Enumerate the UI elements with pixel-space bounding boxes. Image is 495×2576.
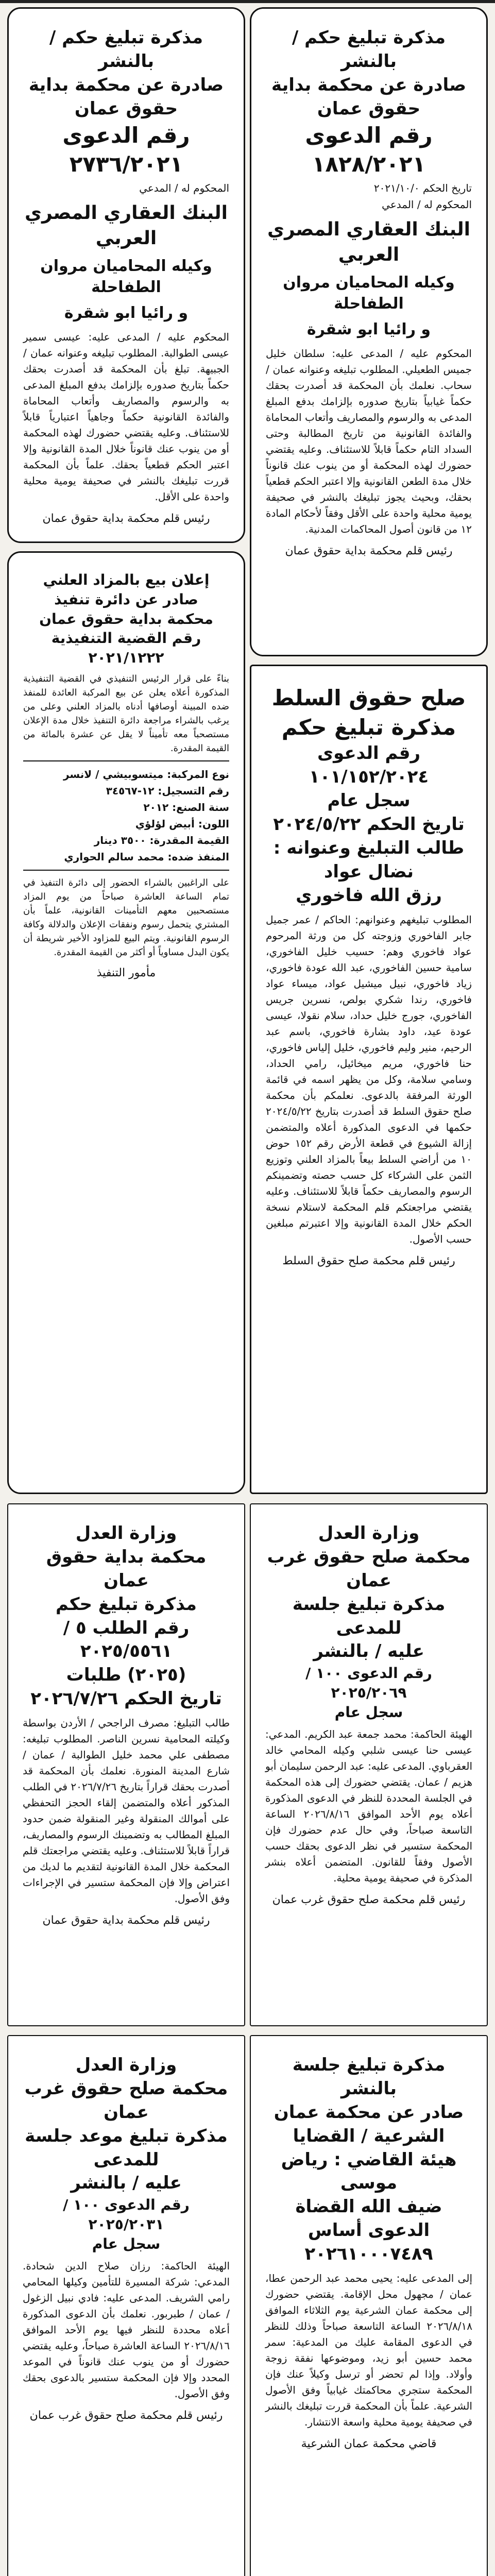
- court-notice-b: [7, 7, 245, 543]
- case-basis-label: الدعوى أساس: [308, 2220, 430, 2241]
- salt-court-notice: [250, 665, 488, 1494]
- judgment-date: تاريخ الحكم ٢٠٢٦/٧/٢٦: [30, 1688, 222, 1709]
- judgment-date: تاريخ الحكم ٢٠٢١/١٠/٠: [373, 181, 472, 194]
- notice-court: صادرة عن محكمة بداية حقوق عمان: [28, 74, 224, 119]
- notice-body: الهيئة الحاكمة: رزان صلاح الدين شحادة. المدعي: شركة المسيرة للتأمين وكيلها المحامي رامي الشريف. المدعى عليه: فادي نبيل الزغول / عمان / طبربور. نعلمك بأن الدعوى المذكورة أعلاه محددة للنظر فيها يوم الأحد الموافق ٢٠٢٦/٨/١٦ الساعة العاشرة صباحاً، وعليه يقتضي حضورك أو من ينوب عنك قانوناً في الموعد المحدد وإلا فإن المحكمة ستسير بالدعوى بحقك وفق الأصول.: [23, 2259, 230, 2400]
- register-label: سجل عام: [334, 1703, 403, 1721]
- plaintiff-lawyer: وكيله المحاميان مروان الطفاحلة: [40, 257, 212, 296]
- item-line: رقم التسجيل: ١٢-٣٤٥٦٧: [106, 784, 229, 797]
- notice-body: الهيئة الحاكمة: محمد جمعة عبد الكريم. المدعي: عيسى حنا عيسى شلبي وكيله المحامي خالد العقرباوي. المدعى عليه: عبد الرحمن سليمان أبو هزيم / عمان. يقتضي حضورك إلى هذه المحكمة في الجلسة المحددة للنظر في الدعوى المذكورة أعلاه يوم الأحد الموافق ٢٠٢٦/٨/١٦ الساعة التاسعة صباحاً، وفي حال عدم حضورك فإن المحكمة ستسير في نظر الدعوى بحقك حسب الأصول وفقاً للقانون. المتضمن أعلاه بنشر المذكرة في صحيفة يومية محلية.: [265, 1727, 472, 1884]
- item-line: سنة الصنع: ٢٠١٢: [143, 801, 229, 814]
- notice-court-2: الشرعية / القضايا: [293, 2125, 445, 2146]
- requester-line: طالب التبليغ وعنوانه : نضال عواد: [273, 837, 465, 882]
- case-number: رقم الدعوى ١٨٢٨/٢٠٢١: [305, 122, 433, 177]
- plaintiff-lawyer-2: و رائيا ابو شقرة: [64, 304, 189, 323]
- divider: [23, 760, 229, 761]
- register-label: (٢٠٢٥) طلبات: [66, 1665, 186, 1686]
- requester-name: رزق الله فاخوري: [296, 885, 442, 906]
- court-notice-a: [250, 7, 488, 656]
- notice-header: مذكرة تبليغ حكم: [281, 714, 456, 740]
- notice-signature: رئيس قلم محكمة صلح حقوق السلط: [282, 1254, 455, 1267]
- item-line: اللون: أبيض لؤلؤي: [135, 817, 229, 830]
- notice-header: مذكرة تبليغ حكم / بالنشر: [292, 27, 446, 72]
- notice-header: مذكرة تبليغ جلسة بالنشر: [292, 2055, 446, 2099]
- notice-header-2: عليه / بالنشر: [313, 1641, 424, 1662]
- plaintiff-name: البنك العقاري المصري العربي: [24, 202, 228, 249]
- notice-header: مذكرة تبليغ حكم / بالنشر: [49, 27, 203, 72]
- notice-signature: مأمور التنفيذ: [96, 966, 156, 979]
- notice-body: بناءً على قرار الرئيس التنفيذي في القضية التنفيذية المذكورة أعلاه يعلن عن بيع المركبة العائدة للمنفذ ضده المبينة أوصافها أدناه بالمزاد العلني وعلى من يرغب بالشراء مراجعة دائرة التنفيذ خلال مدة الإعلان مستصحباً معه تأميناً لا يقل عن عشرة بالمائة من القيمة المقدرة.: [23, 673, 229, 754]
- register-label: سجل عام: [327, 790, 411, 811]
- item-line: المنفذ ضده: محمد سالم الحواري: [64, 850, 229, 863]
- case-number: ٢٠٢٦١٠٠٠٧٤٨٩: [304, 2244, 433, 2265]
- ministry-header: وزارة العدل: [318, 1523, 420, 1544]
- ministry-header: وزارة العدل: [75, 2055, 177, 2075]
- notice-header: مذكرة تبليغ موعد جلسة للمدعى: [25, 2125, 228, 2170]
- notice-court: محكمة صلح حقوق غرب عمان: [267, 1546, 471, 1591]
- notice-body: المطلوب تبليغهم وعنوانهم: الحاكم / عمر جميل جابر الفاخوري وزوجته كل من ورثة المرحوم عواد فاخوري وهم: حسيب خليل الفاخوري، سامية حسين الفاخوري، عبد الله عودة فاخوري، زياد فاخوري، نبيل ميشيل عواد، ميساء عواد فاخوري، رندا شكري بولص، نسرين جريس الفاخوري، جورج خليل حداد، سلام نقولا، عيسى عودة عيد، داود بشارة فاخوري، باسم عبد الرحيم، منير وليم فاخوري، خليل إلياس فاخوري، حنا فاخوري، مريم ميخائيل، رامي الحداد، وسامي سلامة، وكل من يظهر اسمه في قائمة الورثة المرفقة بالدعوى. نعلمكم بأن محكمة صلح حقوق السلط قد أصدرت بتاريخ ٢٠٢٤/٥/٢٢ حكمها في الدعوى المذكورة أعلاه والمتضمن إزالة الشيوع في قطعة الأرض رقم ١٥٢ حوض ١٠ من أراضي السلط بيعاً بالمزاد العلني وتوزيع الثمن على الشركاء كل حسب حصته وتضمينكم الرسوم والمصاريف حكماً قابلاً للاستئناف. وعليه يقتضي مراجعتكم قلم المحكمة لاستلام نسخة الحكم خلال المدة القانونية وإلا اعتبرتم مبلغين حسب الأصول.: [266, 913, 472, 1245]
- plaintiff-lawyer: وكيله المحاميان مروان الطفاحلة: [283, 274, 455, 313]
- notice-court: محكمة بداية حقوق عمان: [46, 1546, 207, 1591]
- plaintiff-name: البنك العقاري المصري العربي: [267, 218, 470, 265]
- plaintiff-lawyer-2: و رائيا ابو شقرة: [306, 320, 431, 339]
- case-number: رقم القضية التنفيذية ٢٠٢١/١٢٢٢: [51, 630, 201, 667]
- ministry-notice-g: [7, 2035, 245, 2576]
- notice-signature: رئيس قلم محكمة بداية حقوق عمان: [285, 544, 453, 557]
- case-number: رقم الدعوى ١٠٠ / ٢٠٢٥/٢٠٣١: [63, 2196, 190, 2233]
- notice-body-2: على الراغبين بالشراء الحضور إلى دائرة التنفيذ في تمام الساعة العاشرة صباحاً من يوم المزاد مستصحبين معهم التأمينات القانونية، علماً بأن المشتري يتحمل رسوم ونفقات الإعلان والدلالة وكافة الرسوم القانونية. ويتم البيع للمزاود الأخير شريطة أن يكون البدل مساوياً أو أكثر من القيمة المقدرة.: [23, 877, 229, 958]
- notice-header: مذكرة تبليغ حكم: [56, 1594, 197, 1615]
- notice-signature: رئيس قلم محكمة بداية حقوق عمان: [42, 512, 210, 525]
- top-border: [0, 0, 495, 3]
- notice-court: صادر عن محكمة عمان: [274, 2102, 464, 2123]
- notice-body: المحكوم عليه / المدعى عليه: عيسى سمير عيسى الطوالبة. المطلوب تبليغه وعنوانه عمان / الجبيهة. تبلغ بأن المحكمة قد أصدرت بحقك حكماً بتاريخ صدوره بإلزامك بدفع المبلغ المدعى به والرسوم والمصاريف وأتعاب المحاماة والفائدة القانونية حكماً وجاهياً اعتبارياً قابلاً للاستئناف. وعليه يقتضي حضورك لهذه المحكمة أو من ينوب عنك قانوناً خلال المدة القانونية وإلا اعتبر الحكم قطعياً بحقك. علماً بأن المحكمة قررت تبليغك بالنشر في صحيفة يومية محلية واحدة على الأقل.: [23, 330, 229, 503]
- plaintiff-label: المحكوم له / المدعي: [382, 198, 472, 211]
- notice-signature: رئيس قلم محكمة بداية حقوق عمان: [42, 1914, 210, 1927]
- item-line: القيمة المقدرة: ٣٥٠٠ دينار: [94, 834, 229, 846]
- notice-signature: رئيس قلم محكمة صلح حقوق غرب عمان: [272, 1893, 466, 1906]
- plaintiff-label: المحكوم له / المدعي: [139, 181, 229, 194]
- item-line: نوع المركبة: ميتسوبيشي / لانسر: [63, 768, 229, 781]
- notice-header: إعلان بيع بالمزاد العلني صادر عن دائرة تنفيذ: [43, 571, 210, 608]
- notice-court: محكمة صلح حقوق غرب عمان: [24, 2078, 228, 2123]
- notice-header-2: عليه / بالنشر: [71, 2173, 182, 2194]
- sharia-court-notice: [250, 2035, 488, 2576]
- judge-name-2: ضيف الله القضاة: [295, 2196, 442, 2217]
- notice-court: صادرة عن محكمة بداية حقوق عمان: [271, 74, 467, 119]
- divider: [23, 870, 229, 871]
- notice-signature: رئيس قلم محكمة صلح حقوق غرب عمان: [29, 2409, 223, 2422]
- ministry-notice-e: [7, 1503, 245, 2026]
- notice-signature: قاضي محكمة عمان الشرعية: [301, 2437, 437, 2451]
- case-number: رقم الطلب ٥ / ٢٠٢٥/٥٥٦١: [63, 1617, 190, 1662]
- notice-body: المحكوم عليه / المدعى عليه: سلطان خليل جميس الطعيلي. المطلوب تبليغه وعنوانه عمان / سحاب. نعلمك بأن المحكمة قد أصدرت بحقك حكماً غيابياً بتاريخ صدوره بإلزامك بدفع المبلغ المدعى به والرسوم والمصاريف وأتعاب المحاماة والفائدة القانونية من تاريخ المطالبة وحتى السداد التام حكماً قابلاً للاستئناف. وعليه يقتضي حضورك لهذه المحكمة أو من ينوب عنك قانوناً خلال مدة الطعن القانونية وإلا اعتبر الحكم قطعياً بحقك، وبحيث يجوز تبليغك بالنشر في صحيفة يومية محلية واحدة على الأقل وفقاً لأحكام المادة ١٢ من قانون أصول المحاكمات المدنية.: [266, 347, 472, 535]
- notice-header: مذكرة تبليغ جلسة للمدعى: [292, 1594, 446, 1638]
- case-number: رقم الدعوى ١٠١/١٥٢/٢٠٢٤: [309, 743, 429, 788]
- notice-court: صلح حقوق السلط: [271, 685, 466, 710]
- register-label: سجل عام: [92, 2235, 161, 2252]
- ministry-notice-f: [250, 1503, 488, 2026]
- ministry-header: وزارة العدل: [75, 1523, 177, 1544]
- case-number: رقم الدعوى ٢٧٣٦/٢٠٢١: [62, 122, 190, 177]
- notice-court: محكمة بداية حقوق عمان: [39, 610, 213, 628]
- judgment-date: تاريخ الحكم ٢٠٢٤/٥/٢٢: [273, 814, 465, 835]
- notice-body: طالب التبليغ: مصرف الراجحي / الأردن بواسطة وكيلته المحامية نسرين الناصر. المطلوب تبليغه: مصطفى علي محمد خليل الطوالبة / عمان / شارع المدينة المنورة. نعلمك بأن المحكمة قد أصدرت بحقك قراراً بتاريخ ٢٠٢٦/٧/٢٦ في الطلب المذكور أعلاه والمتضمن إلقاء الحجز التحفظي على أموالك المنقولة وغير المنقولة ضمن حدود المبلغ المطالب به وتضمينك الرسوم والمصاريف، قراراً قابلاً للاستئناف. وعليه يقتضي مراجعتك قلم المحكمة خلال المدة القانونية لتقديم ما لديك من اعتراض وإلا فإن المحكمة ستسير في الإجراءات وفق الأصول.: [23, 1717, 230, 1905]
- judge-name: هيئة القاضي : رياض موسى: [281, 2149, 457, 2194]
- case-number: رقم الدعوى ١٠٠ / ٢٠٢٥/٢٠٦٩: [305, 1665, 432, 1702]
- auction-notice: [7, 551, 245, 1494]
- notice-body: إلى المدعى عليه: يحيى محمد عبد الرحمن عطا، عمان / مجهول محل الإقامة. يقتضي حضورك إلى محكمة عمان الشرعية يوم الثلاثاء الموافق ٢٠٢٦/٨/١٨ الساعة التاسعة صباحاً وذلك للنظر في الدعوى المقامة عليك من المدعية: سمر محمد حسين أبو زيد، وموضوعها نفقة زوجة وأولاد. وإذا لم تحضر أو ترسل وكيلاً عنك فإن المحكمة ستجري محاكمتك غيابياً وفق الأصول الشرعية. علماً بأن المحكمة قررت تبليغك بالنشر في صحيفة يومية محلية واسعة الانتشار.: [265, 2272, 472, 2429]
